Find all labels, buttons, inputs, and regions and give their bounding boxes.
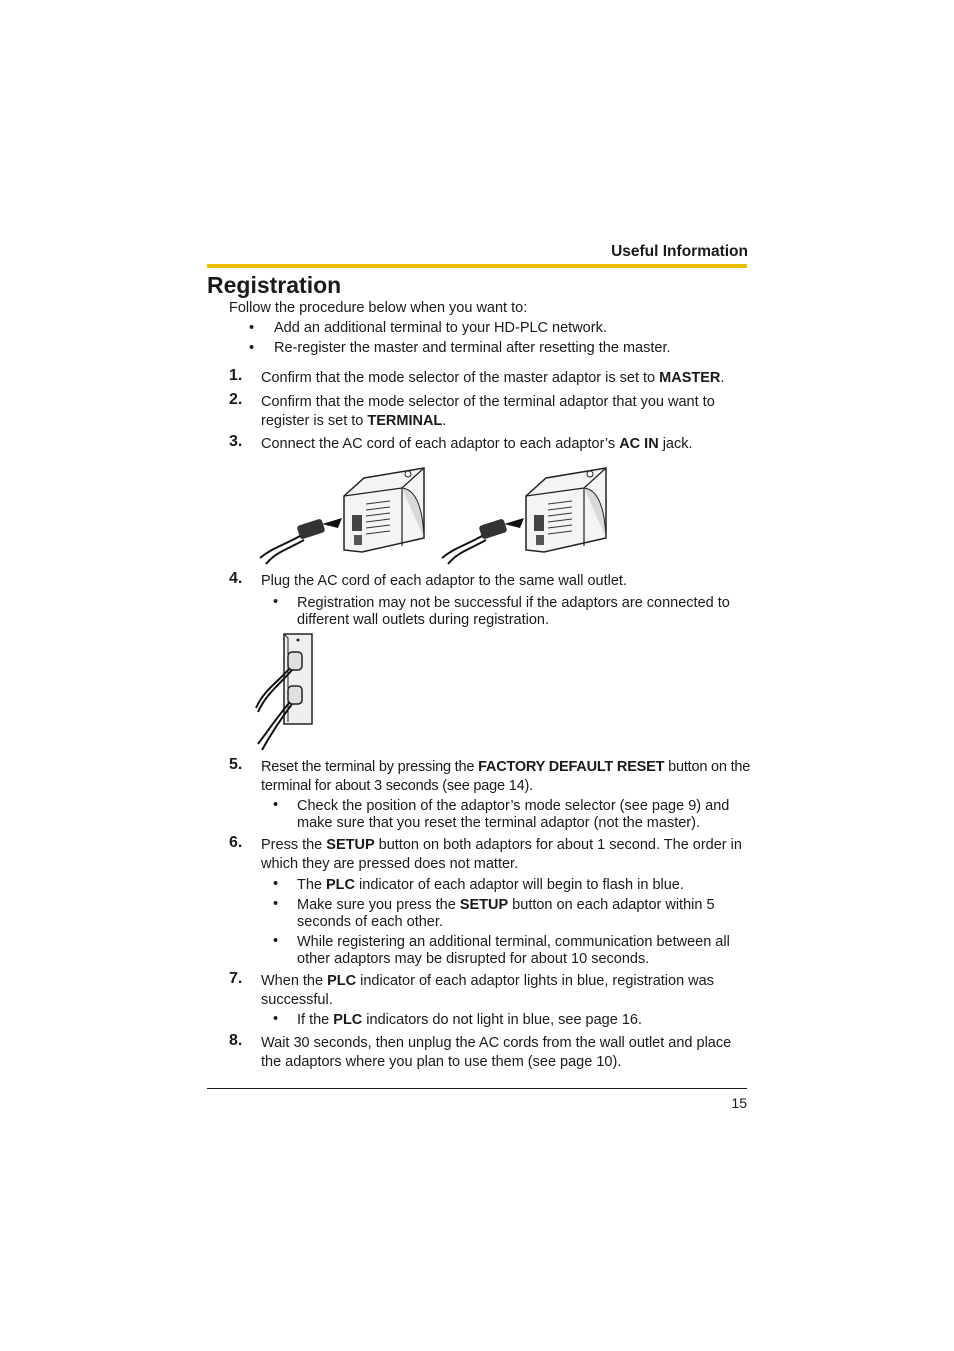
step-number: 6. xyxy=(229,834,243,851)
step-bullet: Make sure you press the SETUP button on each adaptor within 5 seconds of each other. xyxy=(297,897,715,930)
step-number: 8. xyxy=(229,1032,243,1049)
plug-icon xyxy=(296,518,325,539)
adaptor-ac-cord-illustration xyxy=(252,460,612,566)
adaptor-icon xyxy=(442,468,606,564)
step-text: Press the SETUP button on both adaptors for about 1 second. The order in which they are pressed does not matter. xyxy=(261,837,742,872)
step-text: Confirm that the mode selector of the terminal adaptor that you want to register is set to TERMINAL. xyxy=(261,394,715,429)
step-text: Plug the AC cord of each adaptor to the same wall outlet. xyxy=(261,573,627,589)
step-bullet: If the PLC indicators do not light in blue, see page 16. xyxy=(297,1012,643,1028)
wall-outlet-illustration xyxy=(250,632,320,754)
intro-text: Follow the procedure below when you want to: xyxy=(229,300,528,316)
bullet-icon: • xyxy=(273,896,279,912)
step-bullet: The PLC indicator of each adaptor will begin to flash in blue. xyxy=(297,877,684,893)
bullet-icon: • xyxy=(273,933,279,949)
step-bullet: Check the position of the adaptor’s mode selector (see page 9) and make sure that you reset the terminal adaptor (not the master). xyxy=(297,798,730,831)
step-number: 2. xyxy=(229,391,243,408)
step-bullet: While registering an additional terminal, communication between all other adaptors may be disrupted for about 10 seconds. xyxy=(297,934,730,967)
step-bullet: Registration may not be successful if the adaptors are connected to different wall outlets during registration. xyxy=(297,595,730,628)
step-number: 7. xyxy=(229,970,243,987)
bullet-icon: • xyxy=(273,1011,279,1027)
plug-icon xyxy=(288,686,302,704)
plug-icon xyxy=(288,652,302,670)
arrow-icon xyxy=(322,518,342,528)
step-number: 1. xyxy=(229,367,243,384)
step-text: Confirm that the mode selector of the master adaptor is set to MASTER. xyxy=(261,370,725,386)
section-label: Useful Information xyxy=(611,243,748,260)
step-number: 4. xyxy=(229,570,243,587)
footer-rule xyxy=(207,1088,747,1089)
step-text: Wait 30 seconds, then unplug the AC cords from the wall outlet and place the adaptors where you plan to use them (see page 10). xyxy=(261,1035,732,1070)
header-rule xyxy=(207,264,747,268)
cord-icon xyxy=(260,536,304,564)
page-number: 15 xyxy=(731,1095,747,1111)
bullet-icon: • xyxy=(249,340,255,356)
intro-bullet: Re-register the master and terminal after resetting the master. xyxy=(274,340,671,356)
step-text: When the PLC indicator of each adaptor lights in blue, registration was successful. xyxy=(261,973,714,1008)
step-text: Reset the terminal by pressing the FACTORY DEFAULT RESET button on the terminal for about 3 seconds (see page 14). xyxy=(261,759,751,794)
step-number: 3. xyxy=(229,433,243,450)
bullet-icon: • xyxy=(249,320,255,336)
page-title: Registration xyxy=(207,272,342,298)
bullet-icon: • xyxy=(273,797,279,813)
step-text: Connect the AC cord of each adaptor to each adaptor’s AC IN jack. xyxy=(261,436,693,452)
bullet-icon: • xyxy=(273,594,279,610)
adaptor-icon xyxy=(344,468,424,552)
bullet-icon: • xyxy=(273,876,279,892)
intro-bullet: Add an additional terminal to your HD-PLC network. xyxy=(274,320,607,336)
step-number: 5. xyxy=(229,756,243,773)
